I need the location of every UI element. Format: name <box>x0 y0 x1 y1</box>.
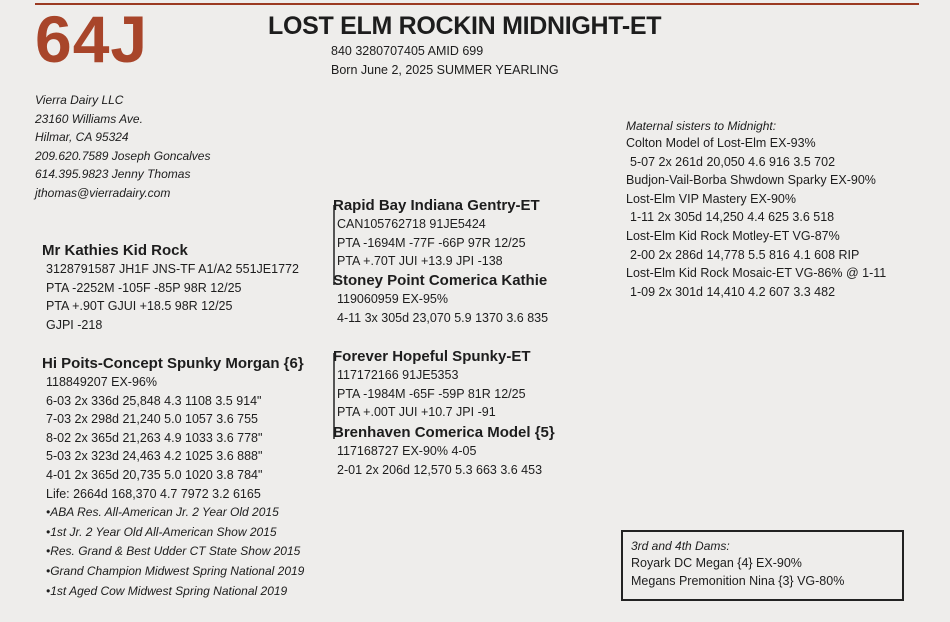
sister-name: Lost-Elm Kid Rock Mosaic-ET VG-86% @ 1-11 <box>626 266 887 281</box>
sire-dam-line: 4-11 3x 305d 23,070 5.9 1370 3.6 835 <box>337 310 549 325</box>
consignor-address <box>35 91 210 203</box>
top-rule <box>35 3 919 5</box>
dam-honor: •1st Jr. 2 Year Old All-American Show 2015 <box>46 524 277 539</box>
consignor-line: 23160 Williams Ave. <box>35 111 143 126</box>
dam-block <box>42 355 304 601</box>
sire-name: Mr Kathies Kid Rock <box>42 242 188 259</box>
sire-dam-block <box>333 272 548 327</box>
dam-honor: •1st Aged Cow Midwest Spring National 2019 <box>46 583 288 598</box>
dam-sire-block <box>333 348 531 422</box>
animal-born: Born June 2, 2025 SUMMER YEARLING <box>331 63 559 77</box>
dam-sire-line: PTA +.00T JUI +10.7 JPI -91 <box>337 405 496 420</box>
animal-id: 840 3280707405 AMID 699 <box>331 44 484 58</box>
dam-dam-name: Brenhaven Comerica Model {5} <box>333 424 555 441</box>
dam-record: 7-03 2x 298d 21,240 5.0 1057 3.6 755 <box>46 412 258 427</box>
dam-honor: •Grand Champion Midwest Spring National 2019 <box>46 563 305 578</box>
consignor-line: Vierra Dairy LLC <box>35 93 124 107</box>
dams-box-heading: 3rd and 4th Dams: <box>631 539 730 553</box>
dam-honor: •ABA Res. All-American Jr. 2 Year Old 2015 <box>46 505 279 520</box>
sire-dam-line: 119060959 EX-95% <box>337 292 448 306</box>
sister-record: 1-09 2x 301d 14,410 4.2 607 3.3 482 <box>630 284 836 299</box>
dam-sire-line: PTA -1984M -65F -59P 81R 12/25 <box>337 386 526 401</box>
sire-line: GJPI -218 <box>46 317 103 332</box>
dam-sire-name: Forever Hopeful Spunky-ET <box>333 348 531 365</box>
dams-box-line: Royark DC Megan {4} EX-90% <box>631 556 802 570</box>
dam-lifetime: Life: 2664d 168,370 4.7 7972 3.2 6165 <box>46 486 261 501</box>
dam-line: 118849207 EX-96% <box>46 375 157 389</box>
sister-name: Budjon-Vail-Borba Shwdown Sparky EX-90% <box>626 173 876 188</box>
third-fourth-dams-box <box>621 530 904 601</box>
sister-name: Lost-Elm Kid Rock Motley-ET VG-87% <box>626 228 840 243</box>
dam-record: 5-03 2x 323d 24,463 4.2 1025 3.6 888" <box>46 449 263 464</box>
dam-name: Hi Poits-Concept Spunky Morgan {6} <box>42 355 304 372</box>
dam-dam-line: 117168727 EX-90% 4-05 <box>337 444 477 458</box>
dam-dam-block <box>333 424 555 479</box>
sire-sire-line: CAN105762718 91JE5424 <box>337 217 486 231</box>
sire-sire-name: Rapid Bay Indiana Gentry-ET <box>333 197 540 214</box>
consignor-phone: 209.620.7589 Joseph Goncalves <box>35 148 211 163</box>
sire-block <box>42 242 299 334</box>
sire-line: PTA -2252M -105F -85P 98R 12/25 <box>46 280 242 295</box>
consignor-line: Hilmar, CA 95324 <box>35 130 129 145</box>
dam-record: 6-03 2x 336d 25,848 4.3 1108 3.5 914" <box>46 393 262 408</box>
sire-sire-block <box>333 197 540 271</box>
maternal-sisters-block <box>626 118 886 301</box>
dam-dam-line: 2-01 2x 206d 12,570 5.3 663 3.6 453 <box>337 462 543 477</box>
sire-sire-line: PTA +.70T JUI +13.9 JPI -138 <box>337 254 503 269</box>
sister-record: 5-07 2x 261d 20,050 4.6 916 3.5 702 <box>630 154 836 169</box>
sire-dam-name: Stoney Point Comerica Kathie <box>333 272 548 289</box>
sister-record: 2-00 2x 286d 14,778 5.5 816 4.1 608 RIP <box>630 247 860 262</box>
sire-line: PTA +.90T GJUI +18.5 98R 12/25 <box>46 299 233 314</box>
dam-sire-line: 117172166 91JE5353 <box>337 368 459 382</box>
sire-sire-line: PTA -1694M -77F -66P 97R 12/25 <box>337 235 526 250</box>
sister-name: Lost-Elm VIP Mastery EX-90% <box>626 191 796 206</box>
sire-line: 3128791587 JH1F JNS-TF A1/A2 551JE1772 <box>46 262 299 276</box>
consignor-phone: 614.395.9823 Jenny Thomas <box>35 167 191 182</box>
dam-record: 4-01 2x 365d 20,735 5.0 1020 3.8 784" <box>46 467 263 482</box>
dam-honor: •Res. Grand & Best Udder CT State Show 2015 <box>46 544 301 559</box>
lot-number: 64J <box>35 2 149 76</box>
maternal-sisters-heading: Maternal sisters to Midnight: <box>626 119 777 133</box>
dam-record: 8-02 2x 365d 21,263 4.9 1033 3.6 778" <box>46 430 263 445</box>
dams-box-line: Megans Premonition Nina {3} VG-80% <box>631 573 845 588</box>
animal-name: LOST ELM ROCKIN MIDNIGHT-ET <box>268 12 662 40</box>
consignor-email: jthomas@vierradairy.com <box>35 185 171 200</box>
sister-record: 1-11 2x 305d 14,250 4.4 625 3.6 518 <box>630 210 835 225</box>
sister-name: Colton Model of Lost-Elm EX-93% <box>626 136 816 150</box>
